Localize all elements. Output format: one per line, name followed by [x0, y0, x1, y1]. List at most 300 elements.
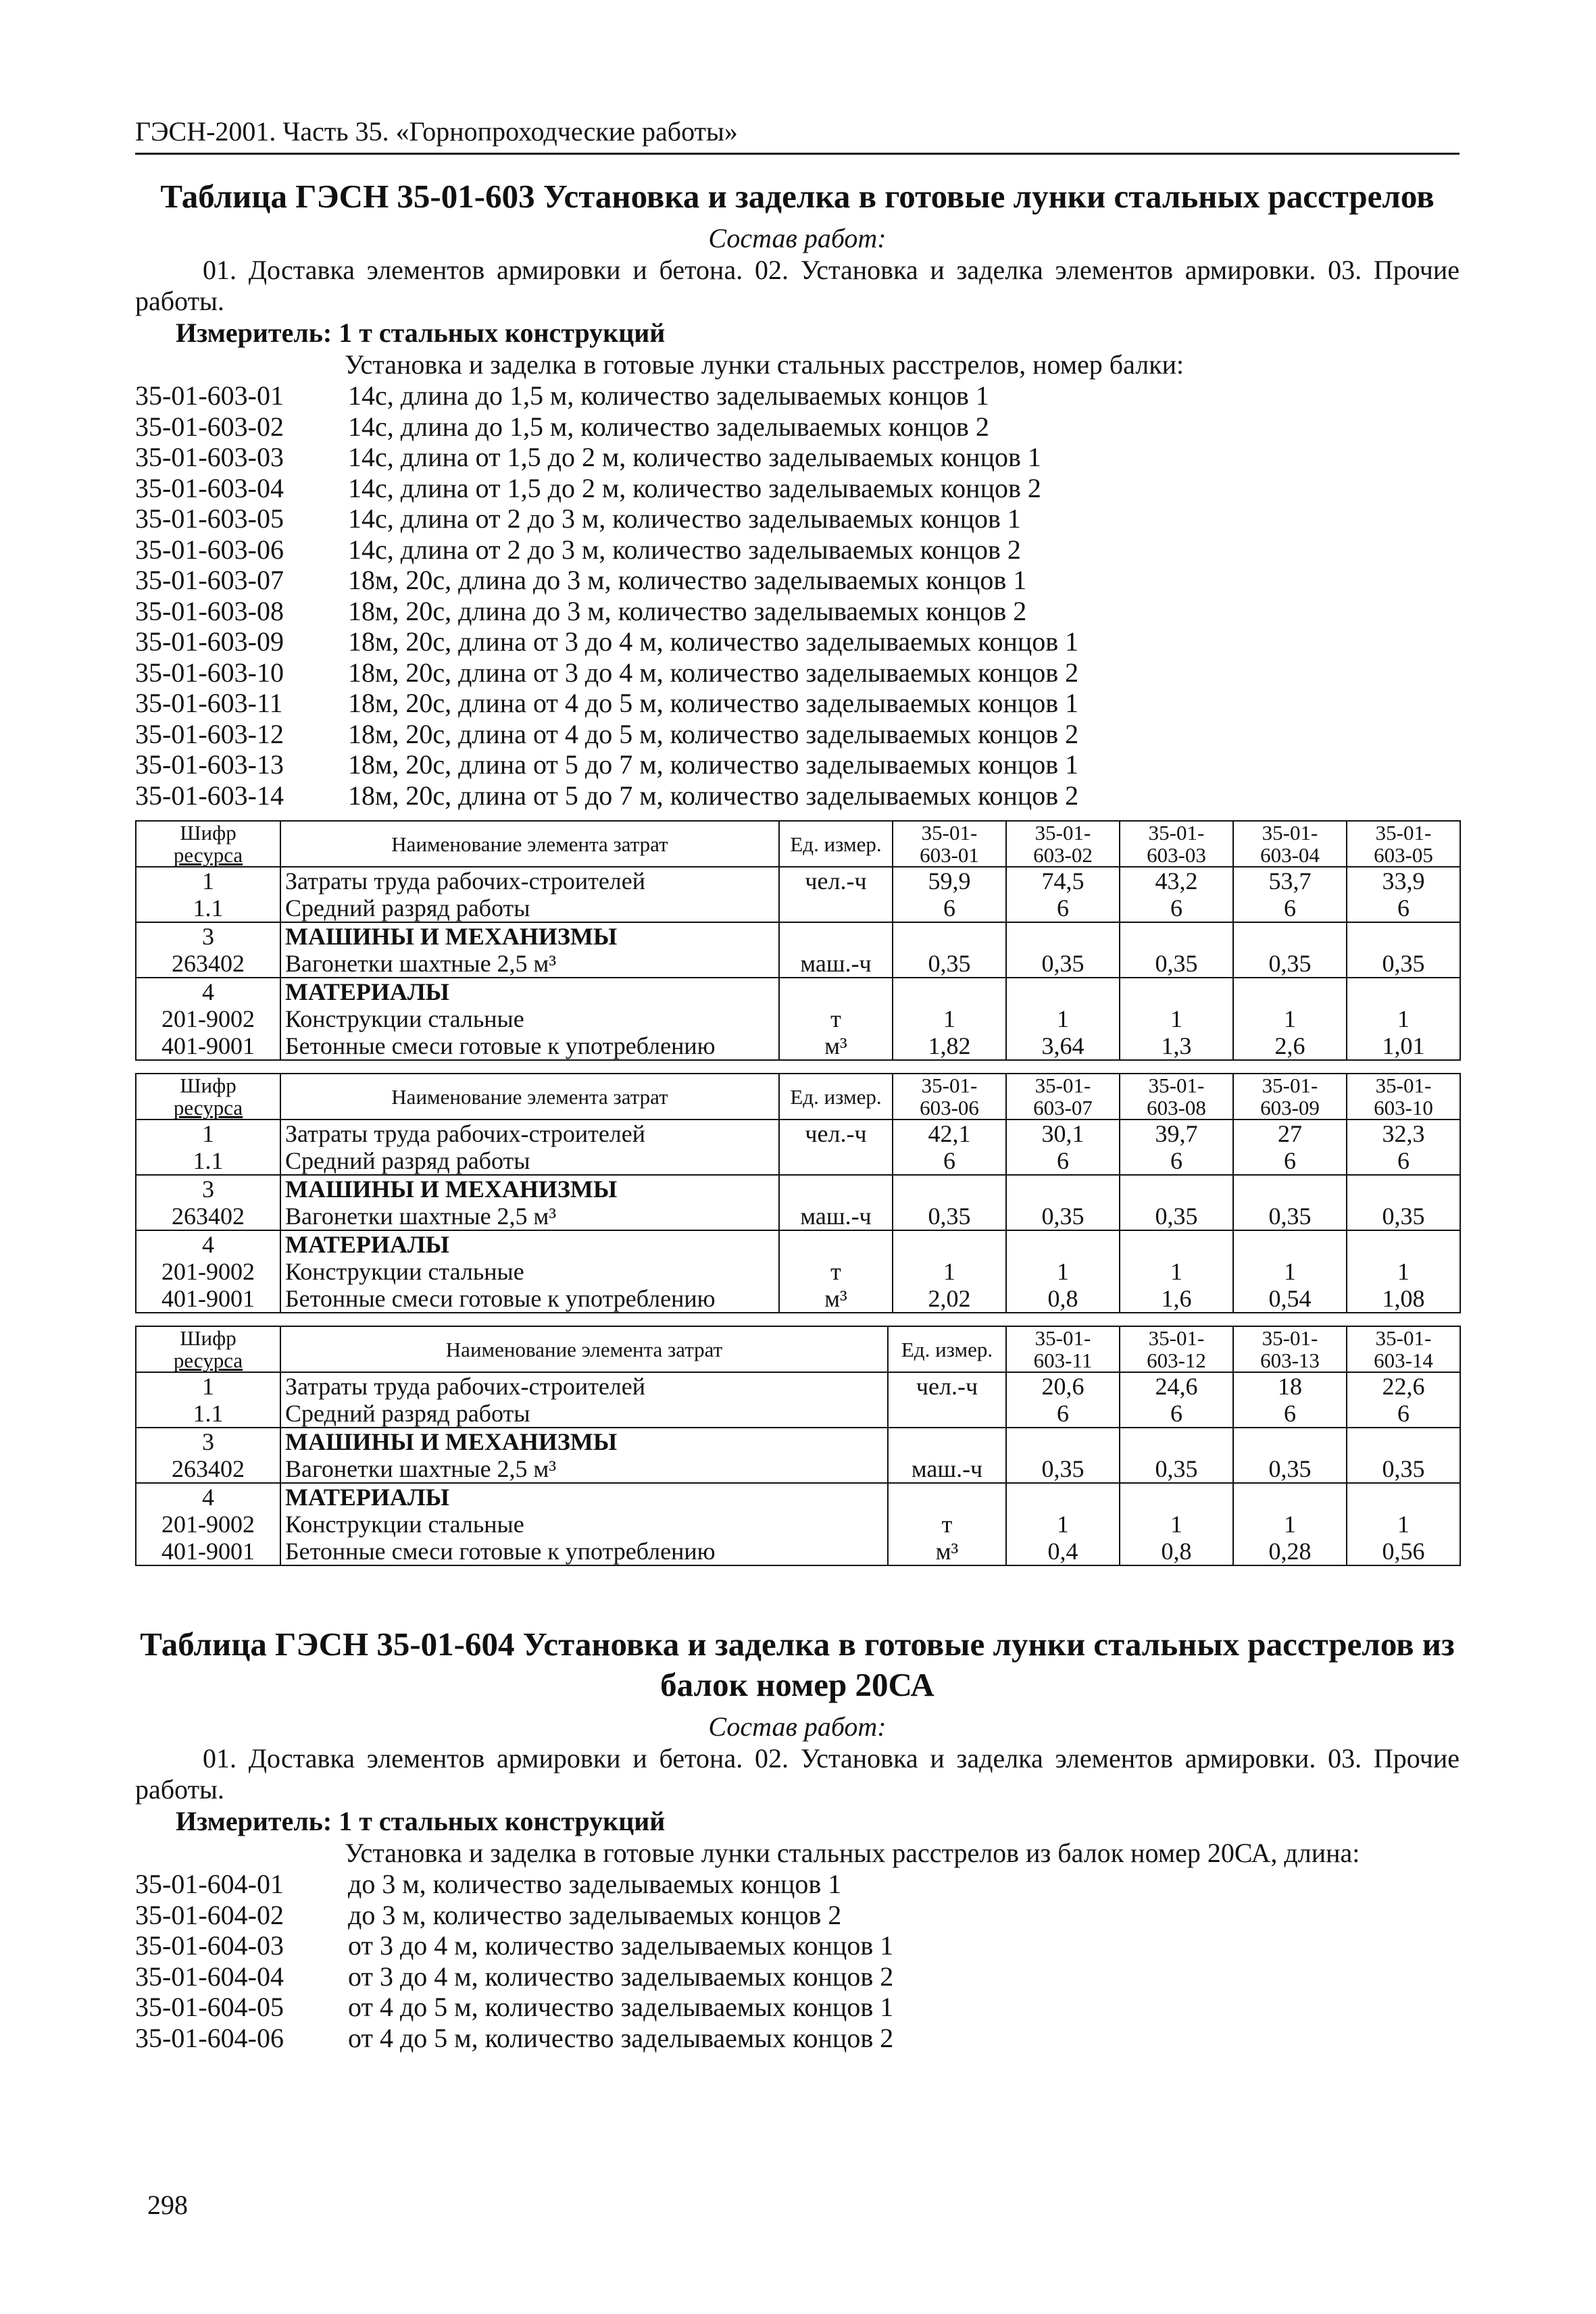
norm-value: 2,02: [928, 1285, 971, 1312]
norm-code: 35-01-603-11: [135, 688, 283, 718]
section1-intro: Установка и заделка в готовые лунки стальных расстрелов, номер балки:: [345, 349, 1184, 380]
cost-element-name: Конструкции стальные: [285, 1005, 524, 1032]
norm-code: 35-01-603-08: [135, 595, 284, 626]
header-text: ресурса: [173, 1349, 243, 1372]
cost-element-name: МАШИНЫ И МЕХАНИЗМЫ: [285, 1176, 618, 1203]
norm-value: [1011, 1231, 1115, 1258]
resource-code: 201-9002: [161, 1511, 255, 1538]
norm-value: 6: [943, 895, 955, 922]
norm-value: 6: [1170, 1147, 1182, 1174]
norm-description: 14с, длина от 1,5 до 2 м, количество заделываемых концов 2: [348, 472, 1041, 503]
header-norm-code: [1347, 1326, 1460, 1372]
code-list-item: [135, 473, 1460, 504]
resource-code: 201-9002: [161, 1258, 255, 1285]
header-text: 35-01-: [1148, 1326, 1205, 1350]
norm-value: 6: [1397, 1400, 1410, 1427]
section2-composition-label: Состав работ:: [708, 1711, 887, 1742]
code-list-item: [135, 657, 1460, 688]
header-text: Шифр: [180, 821, 236, 845]
norm-value: 0,35: [928, 1203, 971, 1230]
header-unit: Ед. измер.: [779, 821, 893, 867]
code-list-item: [135, 749, 1460, 780]
header-norm-code: [1233, 1074, 1347, 1120]
cost-element-cell: [280, 922, 779, 978]
section1-composition-label: Состав работ:: [708, 223, 887, 253]
header-text: 603-02: [1033, 843, 1093, 867]
header-norm-code: [1120, 821, 1233, 867]
unit-value: м³: [935, 1538, 959, 1565]
norm-value: 30,1: [1041, 1120, 1084, 1147]
header-text: 35-01-: [1034, 821, 1091, 845]
norm-value: [1238, 978, 1342, 1005]
norm-value: [1351, 923, 1455, 950]
resource-code: 3: [202, 923, 214, 950]
norm-value: 1: [1284, 1511, 1296, 1538]
header-norm-code: [1006, 1074, 1120, 1120]
table-row-group: [136, 1372, 1460, 1428]
norm-value: [897, 1231, 1001, 1258]
norm-value-cell: [1347, 1428, 1460, 1483]
code-list-item: [135, 1900, 1460, 1931]
norm-value: 39,7: [1155, 1120, 1198, 1147]
norm-description: 14с, длина от 2 до 3 м, количество заделываемых концов 1: [348, 503, 1021, 534]
code-list-item: [135, 1869, 1460, 1900]
norm-value: 1: [1057, 1005, 1069, 1032]
resource-table: [135, 1326, 1461, 1566]
code-list-item: [135, 534, 1460, 565]
resource-code: 1: [202, 1120, 214, 1147]
resource-code: 263402: [172, 950, 245, 977]
norm-value: 6: [1057, 1147, 1069, 1174]
norm-value: 0,35: [1041, 1455, 1084, 1482]
unit-value: маш.-ч: [911, 1455, 983, 1482]
header-text: 603-07: [1033, 1096, 1093, 1120]
norm-value: 1: [943, 1258, 955, 1285]
norm-value-cell: [1120, 1483, 1233, 1565]
norm-value: 1: [1057, 1511, 1069, 1538]
norm-value-cell: [1006, 1372, 1120, 1428]
norm-value: [897, 978, 1001, 1005]
norm-value: 1: [1170, 1258, 1182, 1285]
header-text: 35-01-: [1034, 1326, 1091, 1350]
unit-cell: [779, 1175, 893, 1230]
resource-table: [135, 1073, 1461, 1313]
unit-cell: [779, 1230, 893, 1313]
code-list-item: [135, 380, 1460, 411]
norm-value: 1: [1284, 1005, 1296, 1032]
resource-code: 1.1: [193, 895, 224, 922]
resource-code: 4: [202, 1231, 214, 1258]
header-text: 603-08: [1147, 1096, 1206, 1120]
norm-value: 42,1: [928, 1120, 971, 1147]
header-norm-code: [1347, 1074, 1460, 1120]
norm-code: 35-01-603-05: [135, 503, 284, 534]
code-list-item: [135, 411, 1460, 443]
norm-code: 35-01-604-06: [135, 2022, 284, 2053]
code-list-item: [135, 565, 1460, 596]
norm-value: [1124, 1176, 1228, 1203]
unit-cell: [888, 1372, 1006, 1428]
norm-value-cell: [893, 1175, 1006, 1230]
cost-element-name: МАТЕРИАЛЫ: [285, 978, 449, 1005]
norm-value: 0,8: [1047, 1285, 1078, 1312]
norm-value: 1: [1170, 1511, 1182, 1538]
unit-value: [893, 1400, 1001, 1427]
norm-value-cell: [1233, 978, 1347, 1060]
norm-description: 18м, 20с, длина от 5 до 7 м, количество заделываемых концов 2: [348, 780, 1079, 811]
resource-code: 3: [202, 1176, 214, 1203]
norm-value-cell: [1347, 922, 1460, 978]
header-unit: Ед. измер.: [779, 1074, 893, 1120]
header-text: 603-04: [1260, 843, 1320, 867]
resource-code: 401-9001: [161, 1285, 255, 1312]
table-row-group: [136, 978, 1460, 1060]
norm-value: 0,35: [1041, 950, 1084, 977]
header-text: 603-12: [1147, 1349, 1206, 1372]
unit-value: [784, 923, 888, 950]
table-row-group: [136, 1230, 1460, 1313]
norm-value: [897, 1176, 1001, 1203]
norm-value-cell: [1347, 1230, 1460, 1313]
code-list-item: [135, 1961, 1460, 1992]
resource-code: 4: [202, 1484, 214, 1511]
resource-code-cell: [136, 867, 280, 922]
norm-value: 59,9: [928, 867, 971, 895]
norm-value-cell: [1233, 867, 1347, 922]
header-text: 35-01-: [1262, 1074, 1318, 1097]
unit-cell: [779, 978, 893, 1060]
norm-description: от 3 до 4 м, количество заделываемых концов 1: [348, 1930, 894, 1961]
unit-value: маш.-ч: [800, 950, 872, 977]
header-text: 35-01-: [1375, 1326, 1432, 1350]
unit-value: чел.-ч: [805, 867, 867, 895]
cost-element-name: Бетонные смеси готовые к употреблению: [285, 1285, 716, 1312]
norm-value-cell: [1120, 1372, 1233, 1428]
norm-value: 43,2: [1155, 867, 1198, 895]
norm-value: 22,6: [1382, 1373, 1425, 1400]
code-list-item: [135, 2023, 1460, 2054]
header-text: 35-01-: [1148, 1074, 1205, 1097]
resource-code-cell: [136, 1372, 280, 1428]
norm-code: 35-01-604-02: [135, 1899, 284, 1930]
cost-element-name: Вагонетки шахтные 2,5 м³: [285, 1203, 557, 1230]
norm-value: [1011, 1176, 1115, 1203]
norm-value: 6: [1397, 895, 1410, 922]
norm-description: 18м, 20с, длина от 5 до 7 м, количество заделываемых концов 1: [348, 749, 1079, 780]
resource-tables: [135, 820, 1460, 1566]
norm-value-cell: [1006, 1230, 1120, 1313]
norm-value: [1238, 923, 1342, 950]
cost-element-name: Бетонные смеси готовые к употреблению: [285, 1538, 716, 1565]
header-text: 603-06: [920, 1096, 979, 1120]
header-text: Шифр: [180, 1326, 236, 1350]
norm-description: 18м, 20с, длина до 3 м, количество заделываемых концов 2: [348, 595, 1027, 626]
norm-value: [897, 923, 1001, 950]
norm-value: 0,35: [1382, 1455, 1425, 1482]
header-text: 35-01-: [1148, 821, 1205, 845]
cost-element-name: Средний разряд работы: [285, 895, 530, 922]
code-list-item: [135, 442, 1460, 473]
header-norm-code: [1347, 821, 1460, 867]
header-text: 35-01-: [1262, 1326, 1318, 1350]
norm-value-cell: [893, 978, 1006, 1060]
norm-value: 6: [1170, 895, 1182, 922]
header-cost-element: Наименование элемента затрат: [280, 1326, 888, 1372]
norm-description: 18м, 20с, длина от 4 до 5 м, количество заделываемых концов 1: [348, 688, 1079, 718]
norm-value-cell: [1120, 978, 1233, 1060]
header-text: Шифр: [180, 1074, 236, 1097]
norm-value: 20,6: [1041, 1373, 1084, 1400]
table-row-group: [136, 1120, 1460, 1175]
header-norm-code: [1006, 821, 1120, 867]
norm-value: 6: [1057, 1400, 1069, 1427]
resource-code: 1.1: [193, 1147, 224, 1174]
cost-element-cell: [280, 1175, 779, 1230]
section2-code-list: [135, 1869, 1460, 2053]
norm-value: 0,35: [1268, 1203, 1312, 1230]
norm-value: [1011, 923, 1115, 950]
unit-value: чел.-ч: [805, 1120, 867, 1147]
norm-value: 0,35: [1268, 1455, 1312, 1482]
norm-value-cell: [1120, 922, 1233, 978]
norm-value: [1011, 1428, 1115, 1455]
section2-intro: Установка и заделка в готовые лунки стальных расстрелов из балок номер 20СА, длина:: [345, 1838, 1360, 1868]
norm-description: до 3 м, количество заделываемых концов 2: [348, 1899, 842, 1930]
resource-code-cell: [136, 978, 280, 1060]
norm-value: [1124, 1428, 1228, 1455]
norm-value: [1124, 978, 1228, 1005]
cost-element-name: МАТЕРИАЛЫ: [285, 1231, 449, 1258]
unit-value: чел.-ч: [916, 1373, 978, 1400]
cost-element-cell: [280, 1372, 888, 1428]
norm-value: 1: [1397, 1511, 1410, 1538]
unit-cell: [888, 1483, 1006, 1565]
section2-works: 01. Доставка элементов армировки и бетона. 02. Установка и заделка элементов армировки. 03. Прочие работы.: [135, 1743, 1460, 1805]
norm-value: 32,3: [1382, 1120, 1425, 1147]
header-text: 603-11: [1033, 1349, 1093, 1372]
header-text: ресурса: [173, 843, 243, 867]
header-text: 35-01-: [921, 821, 978, 845]
section2-meter: Измеритель: 1 т стальных конструкций: [176, 1806, 666, 1836]
norm-value-cell: [1233, 1230, 1347, 1313]
page-number: 298: [147, 2190, 188, 2220]
unit-value: т: [941, 1511, 953, 1538]
norm-value-cell: [1120, 1175, 1233, 1230]
norm-value: [1238, 1176, 1342, 1203]
header-resource-code: [136, 1326, 280, 1372]
header-text: 603-14: [1374, 1349, 1433, 1372]
cost-element-name: Затраты труда рабочих-строителей: [285, 1120, 646, 1147]
header-text: 35-01-: [921, 1074, 978, 1097]
norm-value: 6: [1397, 1147, 1410, 1174]
norm-value: [1351, 1484, 1455, 1511]
table-row-group: [136, 922, 1460, 978]
table-header-row: [136, 821, 1460, 867]
section1-works: 01. Доставка элементов армировки и бетона. 02. Установка и заделка элементов армировки. 03. Прочие работы.: [135, 255, 1460, 316]
unit-cell: [888, 1428, 1006, 1483]
norm-value: 1: [1397, 1005, 1410, 1032]
resource-code: 1: [202, 867, 214, 895]
unit-value: м³: [824, 1032, 847, 1059]
resource-code: 1: [202, 1373, 214, 1400]
norm-code: 35-01-603-14: [135, 780, 284, 811]
norm-value: 6: [1284, 1147, 1296, 1174]
norm-value: 1,82: [928, 1032, 971, 1059]
resource-code: 4: [202, 978, 214, 1005]
norm-value: 3,64: [1041, 1032, 1084, 1059]
norm-value: 2,6: [1274, 1032, 1305, 1059]
cost-element-name: МАТЕРИАЛЫ: [285, 1484, 449, 1511]
norm-value: 6: [1284, 1400, 1296, 1427]
norm-code: 35-01-604-01: [135, 1869, 284, 1899]
cost-element-name: Затраты труда рабочих-строителей: [285, 867, 646, 895]
header-text: ресурса: [173, 1096, 243, 1120]
norm-value-cell: [1006, 1175, 1120, 1230]
norm-value: 1: [1057, 1258, 1069, 1285]
code-list-item: [135, 1992, 1460, 2023]
norm-value: 0,35: [1155, 1455, 1198, 1482]
norm-value: 0,28: [1268, 1538, 1312, 1565]
document-page: [135, 115, 1460, 2053]
norm-value: 0,56: [1382, 1538, 1425, 1565]
cost-element-name: Бетонные смеси готовые к употреблению: [285, 1032, 716, 1059]
norm-value-cell: [1347, 1372, 1460, 1428]
norm-code: 35-01-603-04: [135, 472, 284, 503]
norm-value: 0,35: [928, 950, 971, 977]
norm-value-cell: [1347, 1483, 1460, 1565]
cost-element-cell: [280, 1428, 888, 1483]
resource-code: 401-9001: [161, 1538, 255, 1565]
norm-code: 35-01-603-09: [135, 626, 284, 657]
unit-value: [893, 1428, 1001, 1455]
norm-description: от 4 до 5 м, количество заделываемых концов 2: [348, 2022, 894, 2053]
norm-description: 14с, длина от 2 до 3 м, количество заделываемых концов 2: [348, 534, 1021, 565]
cost-element-name: Средний разряд работы: [285, 1147, 530, 1174]
resource-code: 3: [202, 1428, 214, 1455]
section1-title: Таблица ГЭСН 35-01-603 Установка и заделка в готовые лунки стальных расстрелов: [160, 178, 1435, 215]
norm-value-cell: [1347, 978, 1460, 1060]
norm-value: [1351, 1176, 1455, 1203]
cost-element-cell: [280, 1483, 888, 1565]
resource-code: 263402: [172, 1455, 245, 1482]
norm-value: 1: [1170, 1005, 1182, 1032]
norm-value: 1,3: [1161, 1032, 1192, 1059]
norm-code: 35-01-603-06: [135, 534, 284, 565]
norm-value: 33,9: [1382, 867, 1425, 895]
norm-value: 1,08: [1382, 1285, 1425, 1312]
section1-code-list: [135, 380, 1460, 811]
norm-value: [1011, 978, 1115, 1005]
norm-value: 53,7: [1268, 867, 1312, 895]
norm-description: от 4 до 5 м, количество заделываемых концов 1: [348, 1992, 894, 2022]
norm-value: [1124, 1231, 1228, 1258]
cost-element-name: Затраты труда рабочих-строителей: [285, 1373, 646, 1400]
cost-element-name: Вагонетки шахтные 2,5 м³: [285, 950, 557, 977]
cost-element-name: Вагонетки шахтные 2,5 м³: [285, 1455, 557, 1482]
running-head: ГЭСН-2001. Часть 35. «Горнопроходческие работы»: [135, 115, 1460, 155]
norm-value-cell: [1120, 1120, 1233, 1175]
norm-code: 35-01-604-05: [135, 1992, 284, 2022]
norm-code: 35-01-604-04: [135, 1961, 284, 1992]
header-cost-element: Наименование элемента затрат: [280, 1074, 779, 1120]
code-list-item: [135, 688, 1460, 719]
norm-code: 35-01-603-02: [135, 411, 284, 442]
norm-code: 35-01-604-03: [135, 1930, 284, 1961]
header-text: 35-01-: [1262, 821, 1318, 845]
norm-value: 0,35: [1268, 950, 1312, 977]
code-list-item: [135, 719, 1460, 750]
resource-code-cell: [136, 922, 280, 978]
resource-code-cell: [136, 1120, 280, 1175]
norm-value: [1238, 1231, 1342, 1258]
header-text: 35-01-: [1034, 1074, 1091, 1097]
norm-value-cell: [1347, 1175, 1460, 1230]
norm-value: [1124, 1484, 1228, 1511]
norm-value-cell: [1006, 978, 1120, 1060]
header-resource-code: [136, 1074, 280, 1120]
unit-value: [784, 895, 888, 922]
header-text: 603-13: [1260, 1349, 1320, 1372]
norm-value-cell: [1233, 1120, 1347, 1175]
section1-meter: Измеритель: 1 т стальных конструкций: [176, 318, 666, 348]
norm-value: 1: [1284, 1258, 1296, 1285]
norm-value: 74,5: [1041, 867, 1084, 895]
norm-value: 27: [1278, 1120, 1302, 1147]
norm-value-cell: [893, 1230, 1006, 1313]
norm-value: 0,35: [1382, 950, 1425, 977]
norm-code: 35-01-603-10: [135, 657, 284, 688]
norm-value: 0,8: [1161, 1538, 1192, 1565]
cost-element-name: Конструкции стальные: [285, 1258, 524, 1285]
header-text: 35-01-: [1375, 1074, 1432, 1097]
header-norm-code: [1120, 1326, 1233, 1372]
unit-value: т: [830, 1258, 841, 1285]
norm-value-cell: [1006, 1428, 1120, 1483]
norm-value-cell: [1233, 922, 1347, 978]
unit-value: м³: [824, 1285, 847, 1312]
norm-value: [1351, 1428, 1455, 1455]
norm-value: [1238, 1428, 1342, 1455]
header-text: 603-10: [1374, 1096, 1433, 1120]
norm-value: 0,35: [1155, 1203, 1198, 1230]
header-cost-element: Наименование элемента затрат: [280, 821, 779, 867]
cost-element-name: МАШИНЫ И МЕХАНИЗМЫ: [285, 923, 618, 950]
unit-cell: [779, 922, 893, 978]
header-text: 603-01: [920, 843, 979, 867]
norm-value: 6: [1170, 1400, 1182, 1427]
section2-title: Таблица ГЭСН 35-01-604 Установка и заделка в готовые лунки стальных расстрелов из балок номер 20СА: [140, 1626, 1455, 1703]
header-text: 603-03: [1147, 843, 1206, 867]
resource-code: 1.1: [193, 1400, 224, 1427]
unit-value: маш.-ч: [800, 1203, 872, 1230]
norm-code: 35-01-603-07: [135, 565, 284, 595]
code-list-item: [135, 596, 1460, 627]
norm-value-cell: [1006, 922, 1120, 978]
norm-description: 14с, длина до 1,5 м, количество заделываемых концов 2: [348, 411, 989, 442]
norm-value: 6: [943, 1147, 955, 1174]
norm-value: 6: [1057, 895, 1069, 922]
code-list-item: [135, 780, 1460, 811]
norm-value-cell: [1233, 1372, 1347, 1428]
norm-value-cell: [893, 1120, 1006, 1175]
table-row-group: [136, 1428, 1460, 1483]
norm-value: [1351, 978, 1455, 1005]
code-list-item: [135, 1930, 1460, 1961]
norm-value-cell: [1233, 1428, 1347, 1483]
norm-value-cell: [1006, 867, 1120, 922]
header-text: 35-01-: [1375, 821, 1432, 845]
header-norm-code: [1006, 1326, 1120, 1372]
